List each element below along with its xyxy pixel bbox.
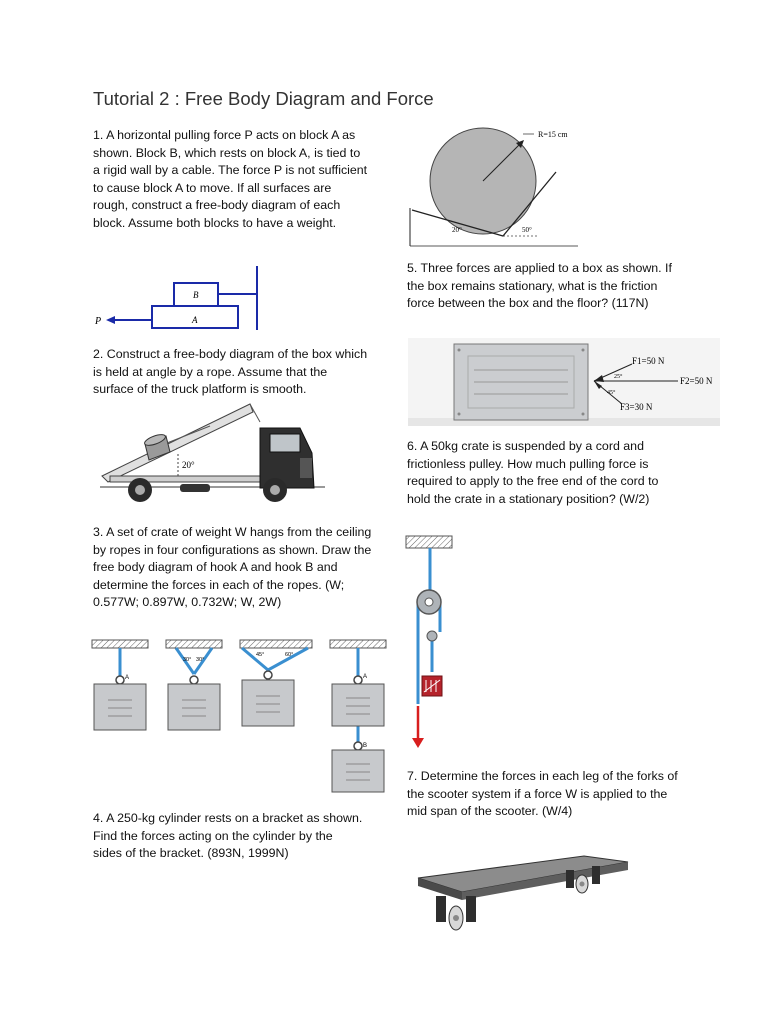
figure-7-scooter — [414, 852, 630, 938]
angle-label-c: 45° — [256, 652, 265, 658]
problem-3-text: 3. A set of crate of weight W hangs from the ceiling by ropes in four configurations as shown. Draw the free body diagram of hook A and hook B and determine the forces in each of the ropes. (W; 0.577W; 0.897W, 0.732W; W, 2W) — [93, 525, 372, 610]
crate-4a — [332, 684, 384, 726]
crate-2 — [168, 684, 220, 730]
hook-b-label: B — [363, 743, 368, 749]
crate-3 — [242, 680, 294, 726]
crate-4b — [332, 750, 384, 792]
angle-25-label: 25° — [614, 374, 623, 380]
radius-label: R=15 cm — [538, 130, 568, 139]
hook-a-label-1: A — [125, 675, 130, 681]
hook-a-label-4: A — [363, 674, 368, 680]
problem-1-text: 1. A horizontal pulling force P acts on block A as shown. Block B, which rests on block A, is tied to a rigid wall by a cable. The force P is not sufficient to cause block A to move. If all surfaces are rough, construct a free-body diagram of each block. Assume both blocks to have a weight. — [93, 128, 368, 230]
angle-right-label: 50° — [522, 226, 532, 234]
block-a-label: A — [192, 315, 198, 325]
block-b-label: B — [193, 290, 199, 300]
figure-6-pulley — [400, 534, 460, 752]
angle-label-d: 60° — [285, 652, 294, 658]
figure-1-blocks — [90, 262, 270, 334]
crate-1 — [94, 684, 146, 730]
figure-4-cylinder — [408, 124, 588, 250]
problem-4-text: 4. A 250-kg cylinder rests on a bracket as shown. Find the forces acting on the cylinder by the sides of the bracket. (893N, 1999N) — [93, 811, 363, 861]
angle-45-label: 45° — [607, 390, 616, 396]
force-f1-label: F1=50 N — [632, 356, 665, 366]
figure-2-truck — [100, 398, 330, 508]
problem-6-text: 6. A 50kg crate is suspended by a cord and frictionless pulley. How much pulling force is required to apply to the free end of the cord to hold the crate in a stationary position? (W/2) — [407, 439, 659, 506]
angle-left-label: 20° — [452, 226, 462, 234]
problem-5-text: 5. Three forces are applied to a box as shown. If the box remains stationary, what is the friction force between the box and the floor? (117N) — [407, 261, 672, 311]
force-f3-label: F3=30 N — [620, 402, 653, 412]
problem-7-text: 7. Determine the forces in each leg of the forks of the scooter system if a force W is applied to the mid span of the scooter. (W/4) — [407, 769, 678, 819]
page-title: Tutorial 2 : Free Body Diagram and Force — [93, 88, 434, 109]
force-p-label: P — [95, 316, 102, 327]
angle-label-b: 30° — [196, 657, 205, 663]
problem-2-text: 2. Construct a free-body diagram of the box which is held at angle by a rope. Assume that the surface of the truck platform is smooth. — [93, 347, 368, 397]
figure-3-crates — [90, 636, 390, 796]
force-f2-label: F2=50 N — [680, 376, 713, 386]
angle-label-a: 30° — [183, 657, 192, 663]
angle-20-label: 20° — [182, 460, 195, 470]
figure-5-box-forces — [408, 338, 720, 426]
